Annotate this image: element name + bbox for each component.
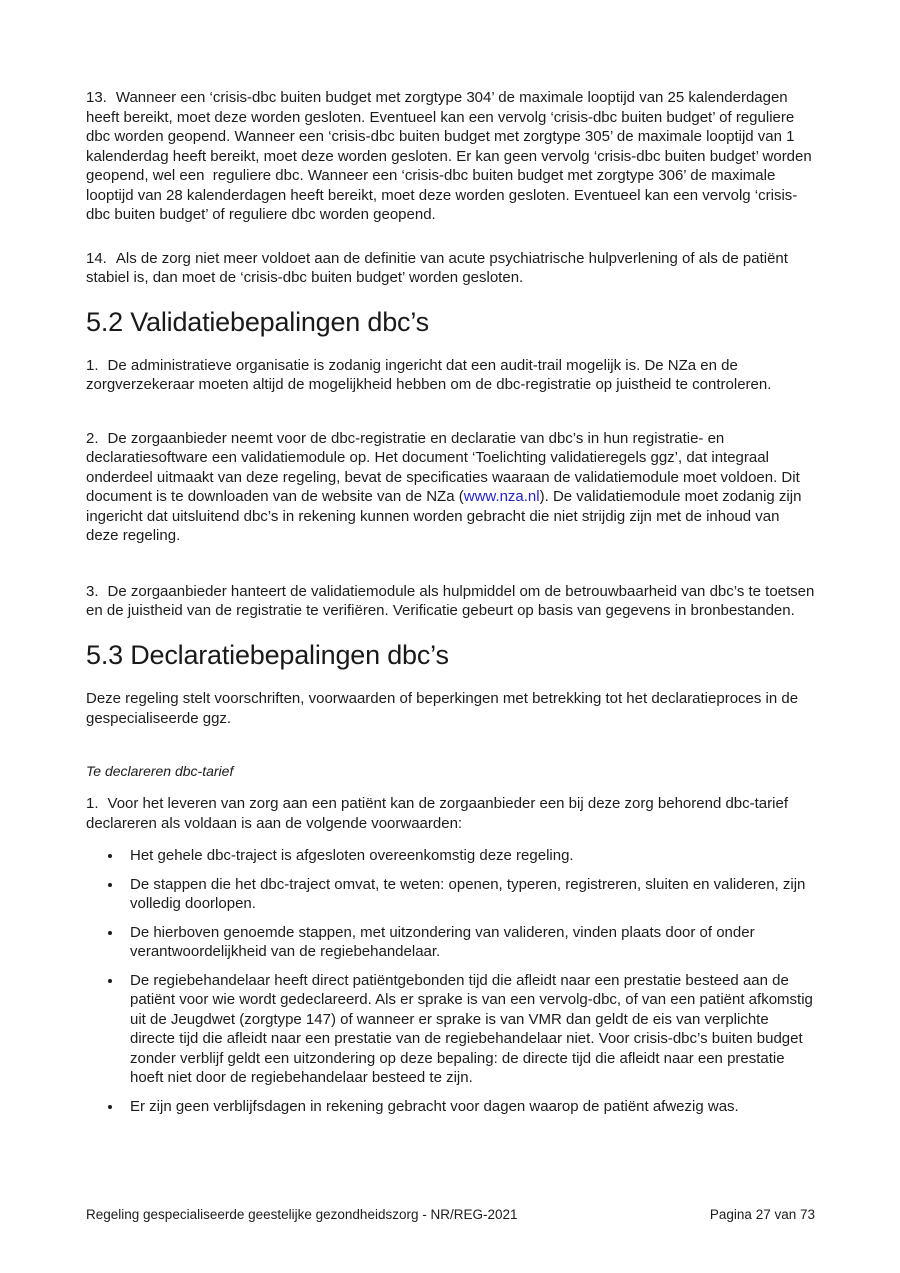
- paragraph-number: 1.: [86, 356, 99, 374]
- list-item: [86, 875, 815, 914]
- bullet-text: De stappen die het dbc-traject omvat, te weten: openen, typeren, registreren, sluiten en valideren, zijn volledig doorlopen.: [130, 875, 810, 913]
- section-heading-5-3: 5.3 Declaratiebepalingen dbc’s: [86, 639, 449, 670]
- footer-document-title: Regeling gespecialiseerde geestelijke gezondheidszorg - NR/REG-2021: [86, 1207, 518, 1222]
- bullet-dot-icon: [108, 931, 112, 935]
- list-item: [86, 846, 815, 866]
- paragraph-number: 13.: [86, 89, 107, 106]
- paragraph-number: 14.: [86, 249, 107, 267]
- bullet-dot-icon: [108, 883, 112, 887]
- bullet-text: Er zijn geen verblijfsdagen in rekening gebracht voor dagen waarop de patiënt afwezig was.: [130, 1097, 739, 1115]
- section-5-2-item-1: [86, 356, 815, 395]
- section-heading-5-2: 5.2 Validatiebepalingen dbc’s: [86, 306, 429, 337]
- paragraph-text: De zorgaanbieder neemt voor de dbc-registratie en declaratie van dbc’s in hun registratie- en declaratiesoftware een validatiemodule op. Het document ‘Toelichting validatieregels ggz’, dat integraal onderdeel uitmaakt van deze regeling, bevat de specificaties waaraan de validatiemodule moet voldoen. Dit document is te downloaden van de website van de NZa (: [86, 429, 804, 506]
- paragraph-text: De administratieve organisatie is zodanig ingericht dat een audit-trail mogelijk is. De NZa en de zorgverzekeraar moeten altijd de mogelijkheid hebben om de dbc-registratie op juistheid te controleren.: [86, 356, 772, 394]
- paragraph-text: ). De validatiemodule moet zodanig zijn ingericht dat uitsluitend dbc’s in rekening kunnen worden gebracht die niet strijdig zijn met de inhoud van deze regeling.: [86, 488, 806, 545]
- paragraph-text: Voor het leveren van zorg aan een patiënt kan de zorgaanbieder een bij deze zorg behorend dbc-tarief declareren als voldaan is aan de volgende voorwaarden:: [86, 795, 793, 832]
- section-5-3-intro: Deze regeling stelt voorschriften, voorwaarden of beperkingen met betrekking tot het declaratieproces in de gespecialiseerde ggz.: [86, 690, 803, 727]
- paragraph-number: 2.: [86, 429, 99, 447]
- list-item: [86, 1097, 815, 1117]
- paragraph-text: Als de zorg niet meer voldoet aan de definitie van acute psychiatrische hulpverlening of als de patiënt stabiel is, dan moet de ‘crisis-dbc buiten budget’ worden gesloten.: [86, 249, 793, 286]
- list-item: [86, 971, 818, 1088]
- list-item: [86, 923, 815, 962]
- page-number: Pagina 27 van 73: [709, 1207, 815, 1222]
- section-5-2-item-3: [86, 582, 819, 621]
- bullet-text: Het gehele dbc-traject is afgesloten overeenkomstig deze regeling.: [130, 847, 574, 865]
- paragraph-text: Wanneer een ‘crisis-dbc buiten budget met zorgtype 304’ de maximale looptijd van 25 kalenderdagen heeft bereikt, moet deze worden gesloten. Eventueel kan een vervolg ‘crisis-dbc buiten budget’ of reguliere dbc worden geopend. Wanneer een ‘crisis-dbc buiten budget met zorgtype 305’ de maximale looptijd van 1 kalenderdag heeft bereikt, moet deze worden gesloten. Er kan geen vervolg ‘crisis-dbc buiten budget’ worden geopend, wel een reguliere dbc. Wanneer een ‘crisis-dbc buiten budget met zorgtype 306’ de maximale looptijd van 28 kalenderdagen heeft bereikt, moet deze worden gesloten. Eventueel kan een vervolg ‘crisis-dbc buiten budget’ of reguliere dbc worden geopend.: [86, 89, 816, 223]
- bullet-text: De regiebehandelaar heeft direct patiëntgebonden tijd die afleidt naar een prestatie besteed aan de patiënt voor wie wordt gedeclareerd. Als er sprake is van een vervolg-dbc, of van een patiënt afkomstig uit de Jeugdwet (zorgtype 147) of wanneer er sprake is van VMR dan geldt de eis van verplichte directe tijd die afleidt naar een prestatie van de regiebehandelaar niet. Voor crisis-dbc’s buiten budget zonder verblijf geldt een uitzondering op deze bepaling: de directe tijd die afleidt naar een prestatie hoeft niet door de regiebehandelaar besteed te zijn.: [130, 971, 818, 1087]
- subheading-te-declareren-dbc-tarief: Te declareren dbc-tarief: [86, 763, 234, 780]
- paragraph-14: [86, 249, 815, 288]
- bullet-dot-icon: [108, 854, 112, 858]
- paragraph-13: [86, 88, 815, 225]
- paragraph-text: De zorgaanbieder hanteert de validatiemodule als hulpmiddel om de betrouwbaarheid van dbc’s te toetsen en de juistheid van de registratie te verifiëren. Verificatie gebeurt op basis van gegevens in bronbestanden.: [86, 582, 819, 620]
- bullet-dot-icon: [108, 979, 112, 983]
- nza-website-link[interactable]: www.nza.nl: [463, 488, 540, 506]
- page-footer: [86, 1206, 815, 1224]
- paragraph-number: 3.: [86, 582, 99, 600]
- bullet-text: De hierboven genoemde stappen, met uitzondering van valideren, vinden plaats door of onder verantwoordelijkheid van de regiebehandelaar.: [130, 923, 759, 961]
- section-5-3-item-1: [86, 794, 815, 833]
- section-5-2-item-2: [86, 429, 815, 546]
- conditions-bullet-list: [86, 846, 818, 1116]
- paragraph-number: 1.: [86, 795, 99, 813]
- bullet-dot-icon: [108, 1105, 112, 1109]
